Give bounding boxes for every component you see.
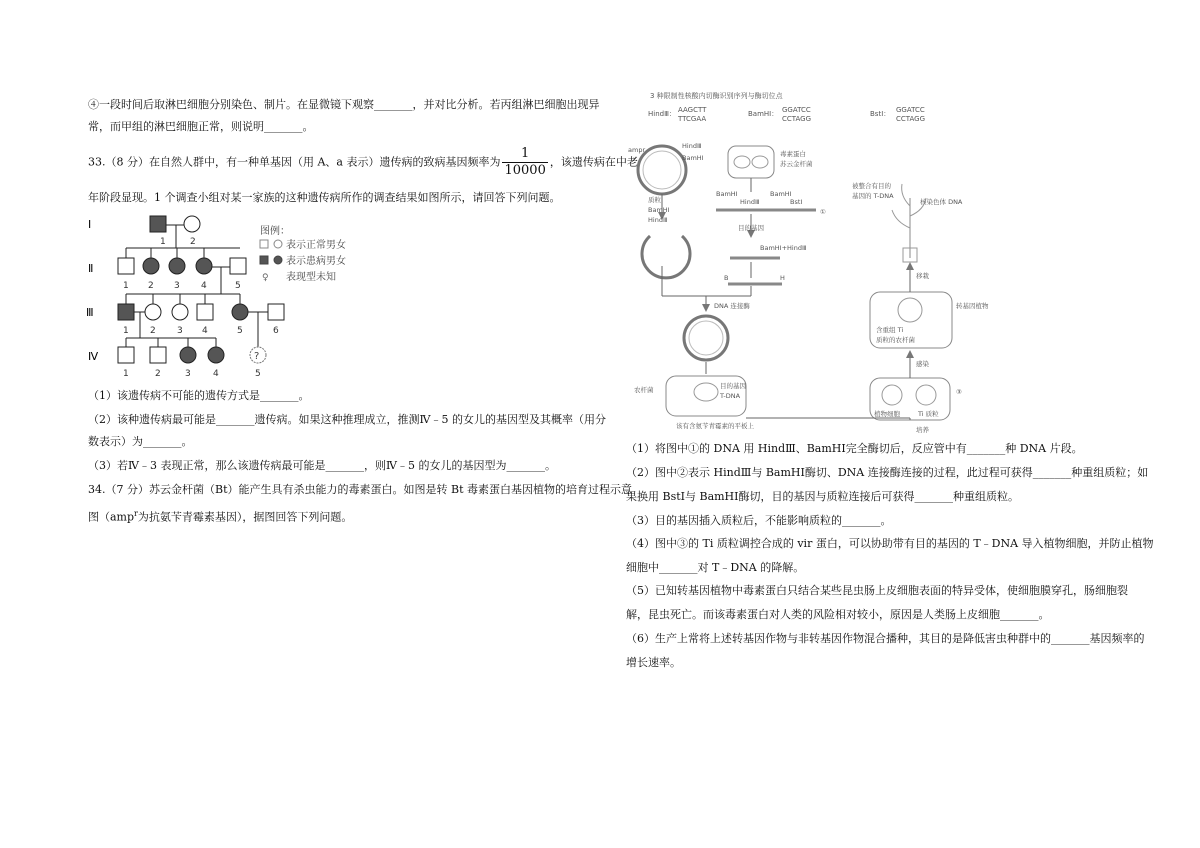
svg-text:Ⅱ: Ⅱ [88, 262, 94, 275]
svg-text:2: 2 [155, 369, 161, 379]
fraction-denominator: 10000 [504, 163, 546, 178]
svg-text:HindⅢ: HindⅢ [740, 198, 760, 206]
svg-text:1: 1 [123, 281, 129, 291]
svg-text:2: 2 [150, 326, 156, 336]
svg-text:毒素蛋白: 毒素蛋白 [780, 150, 806, 158]
svg-text:质粒的农杆菌: 质粒的农杆菌 [876, 336, 915, 344]
fraction [502, 146, 547, 179]
svg-text:Ⅲ: Ⅲ [86, 306, 94, 319]
q33-head-post: ，该遗传病在中老 [549, 155, 638, 169]
q34-1: （1）将图中①的 DNA 用 HindⅢ、BamHⅠ完全酶切后，反应管中有_______种 DNA 片段。 [626, 442, 1083, 455]
q33-head-pre: 33.（8 分）在自然人群中，有一种单基因（用 A、a 表示）遗传病的致病基因频率为 [88, 155, 501, 169]
svg-text:表现型未知: 表现型未知 [286, 272, 336, 283]
svg-text:移栽: 移栽 [916, 272, 929, 280]
svg-text:T-DNA: T-DNA [720, 392, 741, 400]
svg-text:图例：: 图例： [260, 226, 290, 237]
svg-text:4: 4 [213, 369, 219, 379]
svg-text:农杆菌: 农杆菌 [634, 386, 654, 394]
svg-text:HindⅢ：: HindⅢ： [648, 110, 676, 118]
svg-text:苏云金杆菌: 苏云金杆菌 [780, 160, 813, 168]
q34-2-line1: （2）图中②表示 HindⅢ与 BamHⅠ酶切、DNA 连接酶连接的过程，此过程可获得_______种重组质粒；如 [626, 466, 1149, 479]
q32-4-line1: ④一段时间后取淋巴细胞分别染色、制片。在显微镜下观察_______，并对比分析。若丙组淋巴细胞出现异 [88, 98, 600, 111]
svg-text:植物细胞: 植物细胞 [874, 410, 900, 418]
svg-text:含重组 Ti: 含重组 Ti [876, 326, 904, 334]
q34-line1: 34.（7 分）苏云金杆菌（Bt）能产生具有杀虫能力的毒素蛋白。如图是转 Bt 毒素蛋白基因植物的培育过程示意 [88, 483, 632, 496]
svg-text:目的基因: 目的基因 [738, 224, 764, 232]
svg-text:感染: 感染 [916, 360, 929, 368]
svg-text:Ⅰ: Ⅰ [88, 218, 92, 231]
q33-2-line2: 数表示）为_______。 [88, 435, 193, 448]
svg-text:3 种限制性核酸内切酶识别序列与酶切位点: 3 种限制性核酸内切酶识别序列与酶切位点 [650, 92, 783, 100]
svg-text:GGATCC: GGATCC [782, 106, 811, 114]
svg-text:3: 3 [174, 281, 180, 291]
svg-text:2: 2 [148, 281, 154, 291]
pedigree-I-2 [184, 216, 200, 232]
svg-text:HindⅢ: HindⅢ [648, 216, 668, 224]
svg-text:3: 3 [177, 326, 183, 336]
svg-text:6: 6 [273, 326, 279, 336]
pedigree-chart [80, 210, 410, 380]
svg-text:BstⅠ: BstⅠ [790, 198, 803, 206]
svg-text:CCTAGG: CCTAGG [896, 115, 926, 123]
svg-text:4: 4 [202, 326, 208, 336]
svg-text:B: B [724, 274, 729, 282]
svg-text:DNA 连接酶: DNA 连接酶 [714, 302, 750, 310]
q34-line2: 图（amp$^r$为抗氨苄青霉素基因），据图回答下列问题。 [88, 509, 353, 524]
svg-text:AAGCTT: AAGCTT [678, 106, 707, 114]
q33-2-line1: （2）该种遗传病最可能是_______遗传病。如果这种推理成立，推测Ⅳ﹣5 的女儿的基因型及其概率（用分 [88, 413, 606, 426]
svg-text:?: ? [254, 351, 260, 362]
q33-line2: 年阶段显现。1 个调查小组对某一家族的这种遗传病所作的调查结果如图所示，请回答下列问题。 [88, 191, 561, 204]
svg-text:被整合有目的: 被整合有目的 [852, 182, 891, 190]
svg-text:BamHⅠ：: BamHⅠ： [748, 110, 779, 118]
svg-text:BamHⅠ: BamHⅠ [770, 190, 792, 198]
svg-text:4: 4 [201, 281, 207, 291]
svg-text:BamHⅠ: BamHⅠ [682, 154, 704, 162]
q34-5-line1: （5）已知转基因植物中毒素蛋白只结合某些昆虫肠上皮细胞表面的特异受体，使细胞膜穿孔，肠细胞裂 [626, 584, 1128, 597]
q33-3: （3）若Ⅳ﹣3 表现正常，那么该遗传病最可能是_______，则Ⅳ﹣5 的女儿的基因型为_______。 [88, 459, 556, 472]
svg-text:基因的 T-DNA: 基因的 T-DNA [852, 192, 894, 200]
svg-text:目的基因: 目的基因 [720, 382, 746, 390]
svg-text:表示患病男女: 表示患病男女 [286, 256, 346, 267]
svg-text:HindⅢ: HindⅢ [682, 142, 702, 150]
svg-text:转基因植物: 转基因植物 [956, 302, 989, 310]
svg-text:3: 3 [185, 369, 191, 379]
q32-4-line2: 常，而甲组的淋巴细胞正常，则说明_______。 [88, 120, 314, 133]
svg-text:1: 1 [123, 326, 129, 336]
svg-text:Ti 质粒: Ti 质粒 [918, 410, 939, 418]
q34-2-line2: 果换用 BstⅠ与 BamHⅠ酶切，目的基因与质粒连接后可获得_______种重组质粒。 [626, 490, 1019, 503]
svg-text:5: 5 [255, 369, 261, 379]
fraction-numerator: 1 [502, 146, 547, 163]
svg-text:ampr: ampr [628, 146, 646, 154]
pedigree-I-1 [150, 216, 166, 232]
pedigree-legend [260, 224, 346, 283]
q33-1: （1）该遗传病不可能的遗传方式是_______。 [88, 389, 310, 402]
svg-text:CCTAGG: CCTAGG [782, 115, 812, 123]
svg-text:质粒: 质粒 [648, 196, 661, 204]
svg-text:TTCGAA: TTCGAA [678, 115, 707, 123]
transgenic-process-diagram [620, 88, 989, 438]
svg-text:1: 1 [160, 237, 166, 247]
svg-text:2: 2 [190, 237, 196, 247]
q34-5-line2: 解，昆虫死亡。而该毒素蛋白对人类的风险相对较小，原因是人类肠上皮细胞_______。 [626, 608, 1050, 621]
q34-4-line2: 细胞中_______对 T﹣DNA 的降解。 [626, 561, 805, 574]
q34-6-line2: 增长速率。 [626, 656, 681, 669]
svg-text:1: 1 [123, 369, 129, 379]
svg-text:BamHⅠ+HindⅢ: BamHⅠ+HindⅢ [760, 244, 807, 252]
svg-text:核染色体 DNA: 核染色体 DNA [920, 198, 963, 206]
svg-text:③: ③ [956, 388, 962, 396]
svg-text:表示正常男女: 表示正常男女 [286, 240, 346, 251]
svg-text:BamHⅠ: BamHⅠ [648, 206, 670, 214]
svg-text:H: H [780, 274, 785, 282]
q34-3: （3）目的基因插入质粒后，不能影响质粒的_______。 [626, 514, 892, 527]
svg-text:5: 5 [237, 326, 243, 336]
svg-text:①: ① [820, 208, 826, 216]
svg-text:GGATCC: GGATCC [896, 106, 925, 114]
q33-head [88, 146, 638, 179]
svg-text:该有含氨苄青霉素的平板上: 该有含氨苄青霉素的平板上 [676, 422, 754, 430]
svg-text:BstⅠ：: BstⅠ： [870, 110, 891, 118]
q34-4-line1: （4）图中③的 Ti 质粒调控合成的 vir 蛋白，可以协助带有目的基因的 T﹣DNA 导入植物细胞，并防止植物 [626, 537, 1154, 550]
svg-text:Ⅳ: Ⅳ [88, 350, 99, 363]
svg-text:5: 5 [235, 281, 241, 291]
svg-text:♀: ♀ [262, 273, 269, 283]
svg-text:BamHⅠ: BamHⅠ [716, 190, 738, 198]
svg-text:培养: 培养 [916, 426, 929, 434]
q34-6-line1: （6）生产上常将上述转基因作物与非转基因作物混合播种，其目的是降低害虫种群中的_______基因频率的 [626, 632, 1145, 645]
